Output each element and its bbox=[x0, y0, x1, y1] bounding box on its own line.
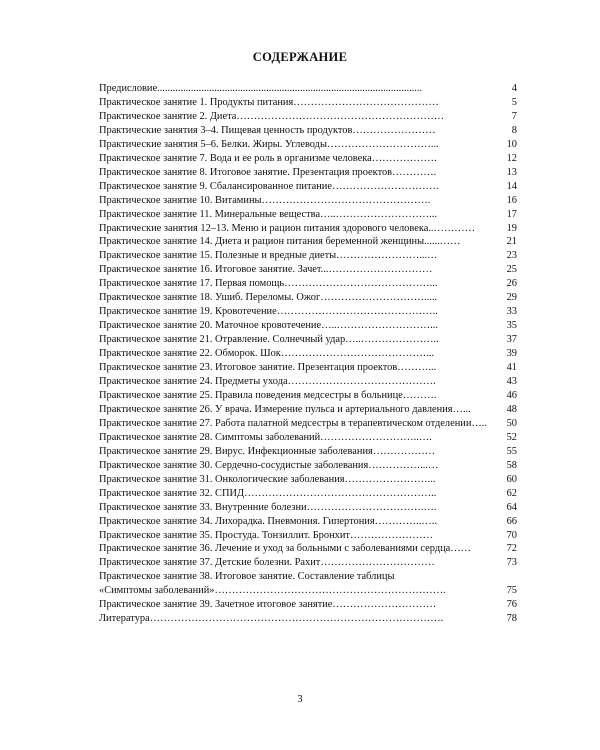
toc-entry bbox=[99, 570, 517, 584]
toc-entry bbox=[99, 417, 517, 431]
page-number: 3 bbox=[297, 694, 303, 705]
toc-entry-page: 26 bbox=[506, 278, 517, 290]
toc-entry-page: 70 bbox=[506, 529, 517, 541]
toc-entry bbox=[99, 375, 517, 389]
page-title: СОДЕРЖАНИЕ bbox=[252, 50, 348, 64]
toc-entry bbox=[99, 501, 517, 515]
toc-entry-title: Практические занятия 5–6. Белки. Жиры. Углеводы…………………………... bbox=[99, 138, 439, 150]
toc-entry-title: Практическое занятие 27. Работа палатной медсестры в терапевтическом отделении….. bbox=[99, 417, 487, 429]
toc-entry-page: 41 bbox=[506, 362, 517, 374]
toc-entry-title: Практическое занятие 36. Лечение и уход за больными с заболеваниями сердца…… bbox=[99, 543, 472, 555]
toc-entry-page: 50 bbox=[506, 417, 517, 429]
toc-entry bbox=[99, 222, 517, 236]
toc-entry-page: 60 bbox=[506, 473, 517, 485]
toc-entry-title: Практические занятия 3–4. Пищевая ценность продуктов…………………… bbox=[99, 124, 436, 136]
toc-entry bbox=[99, 515, 517, 529]
toc-entry-title: Предисловие...................................................................................................... bbox=[99, 83, 423, 94]
toc-entry-title: Практическое занятие 26. У врача. Измерение пульса и артериального давления…... bbox=[99, 403, 471, 415]
toc-entry-page: 66 bbox=[506, 515, 517, 527]
toc-entry bbox=[99, 584, 517, 598]
toc-entry bbox=[99, 445, 517, 459]
toc-entry-title: Практическое занятие 20. Маточное кровотечение…..………………………... bbox=[99, 320, 438, 332]
toc-entry-page: 25 bbox=[506, 264, 517, 276]
toc-entry-title: Практическое занятие 2. Диета…………………………………………………… bbox=[99, 110, 445, 122]
toc-entry-title: Практическое занятие 19. Кровотечение……………………………………….. bbox=[99, 306, 438, 318]
toc-entry bbox=[99, 291, 517, 305]
toc-entry bbox=[99, 598, 517, 612]
table-of-contents bbox=[99, 82, 517, 626]
toc-entry-title: Практическое занятие 31. Онкологические заболевания……………………... bbox=[99, 473, 436, 485]
toc-entry bbox=[99, 124, 517, 138]
toc-entry-title: Практическое занятие 37. Детские болезни. Рахит…………………………… bbox=[99, 557, 435, 569]
toc-entry-page: 73 bbox=[506, 557, 517, 569]
toc-entry-page: 21 bbox=[506, 236, 517, 248]
toc-entry-page: 55 bbox=[506, 445, 517, 457]
toc-entry-title: Практическое занятие 17. Первая помощь……………………………………... bbox=[99, 278, 438, 290]
toc-entry-page: 5 bbox=[511, 96, 517, 108]
toc-entry-page: 78 bbox=[506, 613, 517, 625]
toc-entry bbox=[99, 333, 517, 347]
toc-entry-title: Практическое занятие 18. Ушиб. Переломы. Ожог…………………………..... bbox=[99, 292, 438, 304]
toc-entry-page: 48 bbox=[506, 403, 517, 415]
toc-entry-title: Практическое занятие 28. Симптомы заболеваний………………………..…. bbox=[99, 431, 432, 443]
toc-entry-page: 17 bbox=[506, 208, 517, 220]
toc-entry-title: Практическое занятие 1. Продукты питания…………………………………… bbox=[99, 96, 439, 108]
toc-entry-title: Практическое занятие 14. Диета и рацион питания беременной женщины......…… bbox=[99, 236, 461, 248]
toc-entry bbox=[99, 152, 517, 166]
toc-entry-title: Практическое занятие 22. Обморок. Шок……………………………………... bbox=[99, 348, 435, 360]
toc-entry-page: 35 bbox=[506, 320, 517, 332]
toc-entry bbox=[99, 96, 517, 110]
toc-entry-title: Практическое занятие 24. Предметы ухода……………………………………. bbox=[99, 376, 436, 388]
toc-entry-page: 37 bbox=[506, 334, 517, 346]
toc-entry-page: 7 bbox=[511, 110, 517, 122]
toc-entry-page: 46 bbox=[506, 389, 517, 401]
toc-entry-title: Практическое занятие 7. Вода и ее роль в организме человека………………. bbox=[99, 152, 437, 164]
toc-entry-title: Практическое занятие 25. Правила поведения медсестры в больнице………. bbox=[99, 389, 437, 401]
toc-entry-page: 58 bbox=[506, 459, 517, 471]
toc-entry-page: 8 bbox=[511, 124, 517, 136]
toc-entry-title: Практическое занятие 10. Витамины…………………………………………. bbox=[99, 194, 431, 206]
toc-entry-page: 12 bbox=[506, 152, 517, 164]
toc-entry bbox=[99, 487, 517, 501]
toc-entry bbox=[99, 529, 517, 543]
toc-entry bbox=[99, 277, 517, 291]
toc-entry bbox=[99, 138, 517, 152]
toc-entry bbox=[99, 556, 517, 570]
toc-entry-page: 64 bbox=[506, 501, 517, 513]
toc-entry bbox=[99, 180, 517, 194]
toc-entry bbox=[99, 82, 517, 96]
toc-entry bbox=[99, 473, 517, 487]
toc-entry bbox=[99, 431, 517, 445]
toc-entry-title: Литература…………………………………………………………………………. bbox=[99, 613, 444, 625]
toc-entry-title: Практическое занятие 23. Итоговое занятие. Презентация проектов………... bbox=[99, 362, 437, 374]
toc-entry-title: Практическое занятие 35. Простуда. Тонзиллит. Бронхит…………………… bbox=[99, 529, 434, 541]
toc-entry-title: Практическое занятие 8. Итоговое занятие. Презентация проектов…………. bbox=[99, 166, 437, 178]
toc-entry bbox=[99, 347, 517, 361]
toc-entry-title: Практическое занятие 9. Сбалансированное питание…………………………. bbox=[99, 180, 439, 192]
toc-entry bbox=[99, 194, 517, 208]
toc-entry bbox=[99, 110, 517, 124]
toc-entry bbox=[99, 542, 517, 556]
toc-entry-page: 14 bbox=[506, 180, 517, 192]
toc-entry-page: 33 bbox=[506, 306, 517, 318]
toc-entry-page: 72 bbox=[506, 543, 517, 555]
toc-entry-page: 39 bbox=[506, 348, 517, 360]
toc-entry-page: 43 bbox=[506, 376, 517, 388]
toc-entry bbox=[99, 612, 517, 626]
toc-entry-page: 75 bbox=[506, 585, 517, 597]
toc-entry-title: Практическое занятие 34. Лихорадка. Пневмония. Гипертония…………..….. bbox=[99, 515, 437, 527]
toc-entry-title: Практическое занятие 29. Вирус. Инфекционные заболевания……………… bbox=[99, 445, 436, 457]
toc-entry-page: 76 bbox=[506, 599, 517, 611]
toc-entry-page: 23 bbox=[506, 250, 517, 262]
toc-entry bbox=[99, 361, 517, 375]
toc-entry-title: Практическое занятие 15. Полезные и вредные диеты……………………...… bbox=[99, 250, 438, 262]
toc-entry-page: 16 bbox=[506, 194, 517, 206]
toc-entry-title: Практические занятия 12–13. Меню и рацион питания здорового человека..………… bbox=[99, 222, 476, 234]
toc-entry bbox=[99, 208, 517, 222]
toc-entry bbox=[99, 249, 517, 263]
toc-entry-page: 4 bbox=[511, 83, 517, 94]
toc-entry-title: Практическое занятие 11. Минеральные вещества…..………………………... bbox=[99, 208, 437, 220]
toc-entry-title: Практическое занятие 32. СПИД……………………………………………….. bbox=[99, 487, 437, 499]
toc-entry bbox=[99, 389, 517, 403]
toc-entry bbox=[99, 263, 517, 277]
toc-entry-title: Практическое занятие 38. Итоговое занятие. Составление таблицы bbox=[99, 571, 395, 583]
toc-entry-title: Практическое занятие 21. Отравление. Солнечный удар…..………………….. bbox=[99, 334, 439, 346]
toc-entry-page: 52 bbox=[506, 431, 517, 443]
toc-entry bbox=[99, 305, 517, 319]
toc-entry-title: Практическое занятие 33. Внутренние болезни…………………………….…. bbox=[99, 501, 437, 513]
toc-entry bbox=[99, 166, 517, 180]
toc-entry-page: 10 bbox=[506, 138, 517, 150]
toc-entry bbox=[99, 235, 517, 249]
toc-entry-page: 13 bbox=[506, 166, 517, 178]
toc-entry-title: Практическое занятие 30. Сердечно-сосудистые заболевания……………...… bbox=[99, 459, 439, 471]
toc-entry-page: 62 bbox=[506, 487, 517, 499]
toc-entry-title: Практическое занятие 16. Итоговое занятие. Зачет...………………………… bbox=[99, 264, 433, 276]
toc-entry bbox=[99, 319, 517, 333]
toc-entry bbox=[99, 403, 517, 417]
toc-entry-title: «Симптомы заболеваний»…………………………………………………………. bbox=[99, 585, 446, 597]
toc-entry-page: 29 bbox=[506, 292, 517, 304]
toc-entry-page: 19 bbox=[506, 222, 517, 234]
toc-entry-title: Практическое занятие 39. Зачетное итоговое занятие………………………… bbox=[99, 599, 437, 611]
toc-entry bbox=[99, 459, 517, 473]
